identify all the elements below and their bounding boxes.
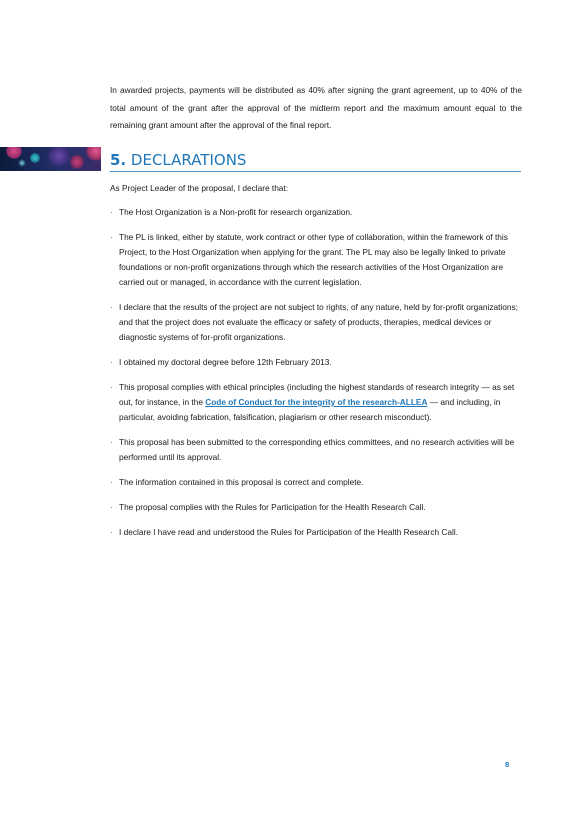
section-heading [110,150,521,172]
list-item [110,500,522,515]
section-title: DECLARATIONS [130,151,247,169]
bullet-icon: · [110,437,113,447]
bullet-icon: · [110,207,113,217]
bullet-icon: · [110,527,113,537]
list-item [110,205,522,220]
list-item-text: The proposal complies with the Rules for Participation for the Health Research Call. [119,502,426,512]
intro-paragraph: In awarded projects, payments will be distributed as 40% after signing the grant agreement, up to 40% of the total amount of the grant after the approval of the midterm report and the maximum amount equal to the remaining grant amount after the approval of the final report. [110,85,522,130]
list-item [110,300,522,345]
list-item [110,525,522,540]
list-item [110,380,522,425]
list-item [110,475,522,490]
list-item-text-before: This proposal complies with ethical principles (including the highest standards of research integrity — as set out, for instance, in the [119,382,515,407]
list-item [110,230,522,290]
list-item-text: I declare I have read and understood the Rules for Participation of the Health Research Call. [119,527,458,537]
bullet-icon: · [110,232,113,242]
list-item [110,355,522,370]
list-item-text [119,380,522,425]
bullet-icon: · [110,477,113,487]
section-number: 5. [110,151,127,169]
section-banner-image [0,147,101,171]
list-item-text: I obtained my doctoral degree before 12th February 2013. [119,357,332,367]
bullet-icon: · [110,302,113,312]
code-of-conduct-link[interactable]: Code of Conduct for the integrity of the research-ALLEA [205,397,428,407]
list-item-text-after: — and including, in particular, avoiding fabrication, falsification, plagiarism or other research misconduct). [119,397,501,422]
page-number: 8 [505,760,510,769]
list-item-text: This proposal has been submitted to the corresponding ethics committees, and no research activities will be performed until its approval. [119,437,515,462]
bullet-icon: · [110,357,113,367]
list-item-text: The PL is linked, either by statute, work contract or other type of collaboration, within the framework of this Project, to the Host Organization when applying for the grant. The PL may also be legally linked to private foundations or non-profit organizations through which the research activities of the Host Organization are carried out or managed, in accordance with the current legislation. [119,232,508,287]
list-item-text: The Host Organization is a Non-profit for research organization. [119,207,353,217]
declaration-list [110,205,522,540]
bullet-icon: · [110,502,113,512]
bullet-icon: · [110,382,113,392]
list-item [110,435,522,465]
declaration-lead: As Project Leader of the proposal, I declare that: [110,183,289,193]
list-item-text: I declare that the results of the project are not subject to rights, of any nature, held by for-profit organizations; and that the project does not evaluate the efficacy or safety of products, therapies, medical devices or diagnostic systems of for-profit organizations. [119,302,518,342]
list-item-text: The information contained in this proposal is correct and complete. [119,477,364,487]
